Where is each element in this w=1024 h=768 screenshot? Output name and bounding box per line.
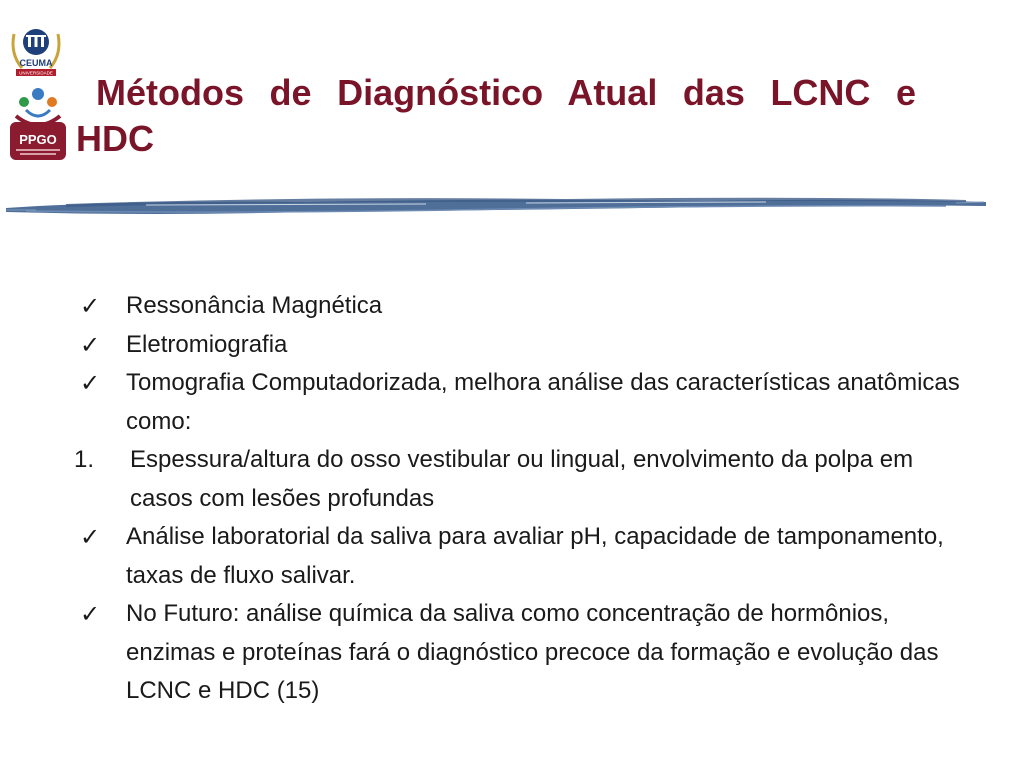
list-item bbox=[80, 326, 980, 365]
list-item-text: Tomografia Computadorizada, melhora análise das características anatômicas como: bbox=[126, 369, 960, 435]
slide-title-line2: HDC bbox=[76, 118, 154, 159]
checkmark-icon: ✓ bbox=[80, 369, 101, 397]
slide-title bbox=[76, 70, 916, 162]
checkmark-icon: ✓ bbox=[80, 330, 101, 359]
brush-stroke-divider bbox=[6, 192, 986, 222]
list-item-text: Eletromiografia bbox=[126, 330, 288, 358]
list-item bbox=[80, 287, 980, 326]
ceuma-logo-text: CEUMA bbox=[19, 58, 53, 68]
list-item-text: Ressonância Magnética bbox=[126, 292, 383, 319]
logo-group bbox=[8, 24, 68, 162]
list-number: 1. bbox=[74, 446, 95, 473]
list-item-text: Espessura/altura do osso vestibular ou lingual, envolvimento da polpa em casos com lesões profundas bbox=[130, 446, 914, 512]
list-item-text: No Futuro: análise química da saliva como concentração de hormônios, enzimas e proteínas fará o diagnóstico precoce da formação e evolução das LCNC e HDC (15) bbox=[126, 600, 939, 704]
ceuma-logo bbox=[8, 24, 64, 80]
list-item bbox=[74, 441, 980, 518]
list-item bbox=[80, 364, 980, 441]
bullet-list bbox=[74, 287, 980, 711]
checkmark-icon: ✓ bbox=[80, 600, 101, 628]
slide-title-line1: Métodos de Diagnóstico Atual das LCNC e bbox=[96, 72, 916, 113]
list-item-text: Análise laboratorial da saliva para avaliar pH, capacidade de tamponamento, taxas de fluxo salivar. bbox=[126, 523, 944, 589]
ceuma-logo-subtext: UNIVERSIDADE bbox=[19, 70, 53, 76]
ppgo-logo bbox=[8, 82, 68, 162]
checkmark-icon: ✓ bbox=[80, 523, 101, 551]
list-item bbox=[80, 595, 980, 711]
checkmark-icon: ✓ bbox=[80, 292, 101, 320]
ppgo-logo-text: PPGO bbox=[19, 132, 57, 147]
list-item bbox=[80, 518, 980, 595]
